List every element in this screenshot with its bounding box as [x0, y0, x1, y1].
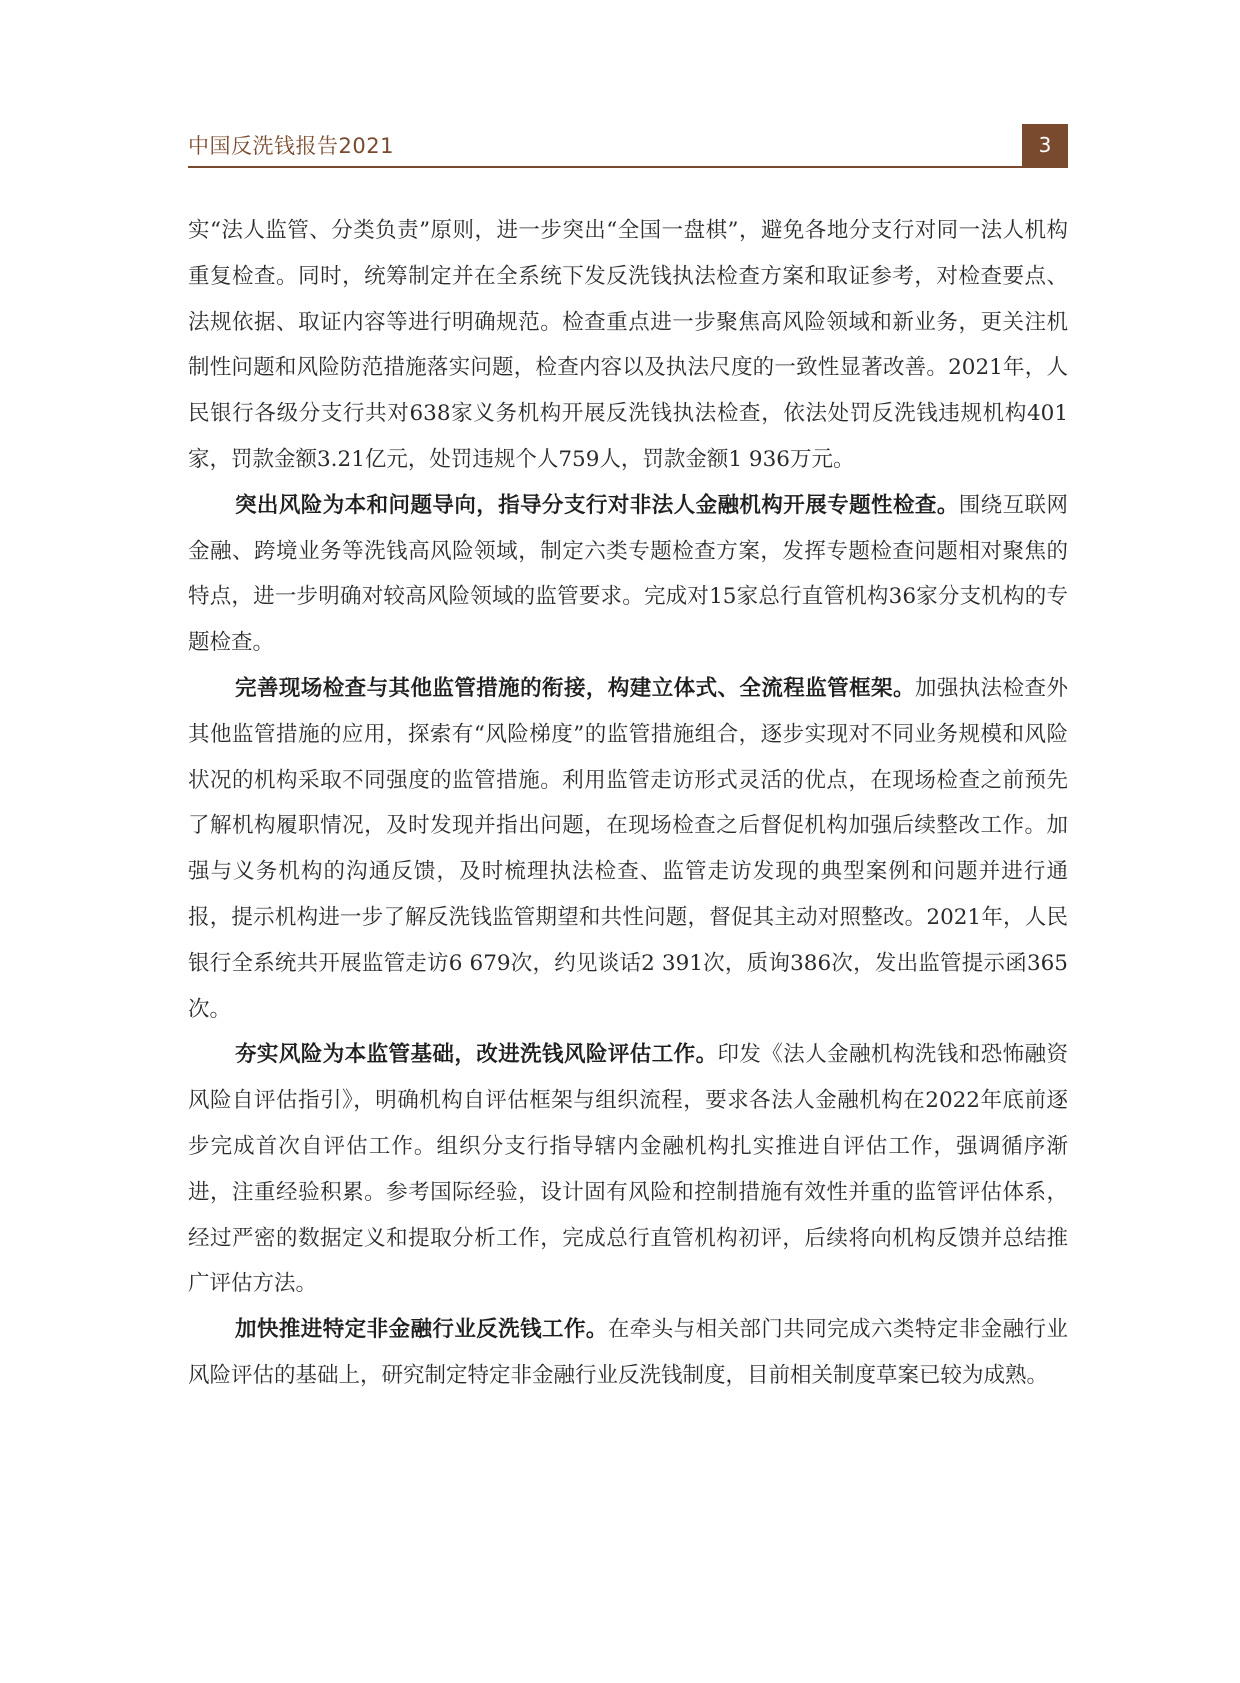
- paragraph-risk-assessment: [188, 1032, 1068, 1307]
- page-number-badge: 3: [1022, 124, 1068, 166]
- paragraph-continued: [188, 208, 1068, 483]
- body-text: [188, 208, 1068, 1399]
- paragraph-lead: 完善现场检查与其他监管措施的衔接，构建立体式、全流程监管框架。: [235, 675, 915, 701]
- running-header: [188, 124, 1068, 168]
- paragraph-lead: 突出风险为本和问题导向，指导分支行对非法人金融机构开展专题性检查。: [235, 492, 959, 518]
- paragraph-lead: 加快推进特定非金融行业反洗钱工作。: [235, 1317, 608, 1343]
- paragraph-text: 在牵头与相关部门共同完成六类特定非金融行业风险评估的基础上，研究制定特定非金融行业反洗钱制度，目前相关制度草案已较为成熟。: [188, 1317, 1068, 1388]
- paragraph-non-financial-industry: [188, 1307, 1068, 1399]
- paragraph-special-inspection: [188, 483, 1068, 666]
- paragraph-supervision-framework: [188, 666, 1068, 1032]
- paragraph-text: 加强执法检查外其他监管措施的应用，探索有“风险梯度”的监管措施组合，逐步实现对不同业务规模和风险状况的机构采取不同强度的监管措施。利用监管走访形式灵活的优点，在现场检查之前预先了解机构履职情况，及时发现并指出问题，在现场检查之后督促机构加强后续整改工作。加强与义务机构的沟通反馈，及时梳理执法检查、监管走访发现的典型案例和问题并进行通报，提示机构进一步了解反洗钱监管期望和共性问题，督促其主动对照整改。2021年，人民银行全系统共开展监管走访6 679次，约见谈话2 391次，质询386次，发出监管提示函365次。: [188, 675, 1068, 1022]
- paragraph-text: 实“法人监管、分类负责”原则，进一步突出“全国一盘棋”，避免各地分支行对同一法人机构重复检查。同时，统筹制定并在全系统下发反洗钱执法检查方案和取证参考，对检查要点、法规依据、取证内容等进行明确规范。检查重点进一步聚焦高风险领域和新业务，更关注机制性问题和风险防范措施落实问题，检查内容以及执法尺度的一致性显著改善。2021年，人民银行各级分支行共对638家义务机构开展反洗钱执法检查，依法处罚反洗钱违规机构401家，罚款金额3.21亿元，处罚违规个人759人，罚款金额1 936万元。: [188, 218, 1068, 472]
- paragraph-text: 印发《法人金融机构洗钱和恐怖融资风险自评估指引》，明确机构自评估框架与组织流程，要求各法人金融机构在2022年底前逐步完成首次自评估工作。组织分支行指导辖内金融机构扎实推进自评估工作，强调循序渐进，注重经验积累。参考国际经验，设计固有风险和控制措施有效性并重的监管评估体系，经过严密的数据定义和提取分析工作，完成总行直管机构初评，后续将向机构反馈并总结推广评估方法。: [188, 1042, 1068, 1297]
- report-title: 中国反洗钱报告2021: [188, 134, 394, 158]
- paragraph-lead: 夯实风险为本监管基础，改进洗钱风险评估工作。: [235, 1042, 718, 1068]
- paragraph-text: 围绕互联网金融、跨境业务等洗钱高风险领域，制定六类专题检查方案，发挥专题检查问题相对聚焦的特点，进一步明确对较高风险领域的监管要求。完成对15家总行直管机构36家分支机构的专题检查。: [188, 492, 1068, 656]
